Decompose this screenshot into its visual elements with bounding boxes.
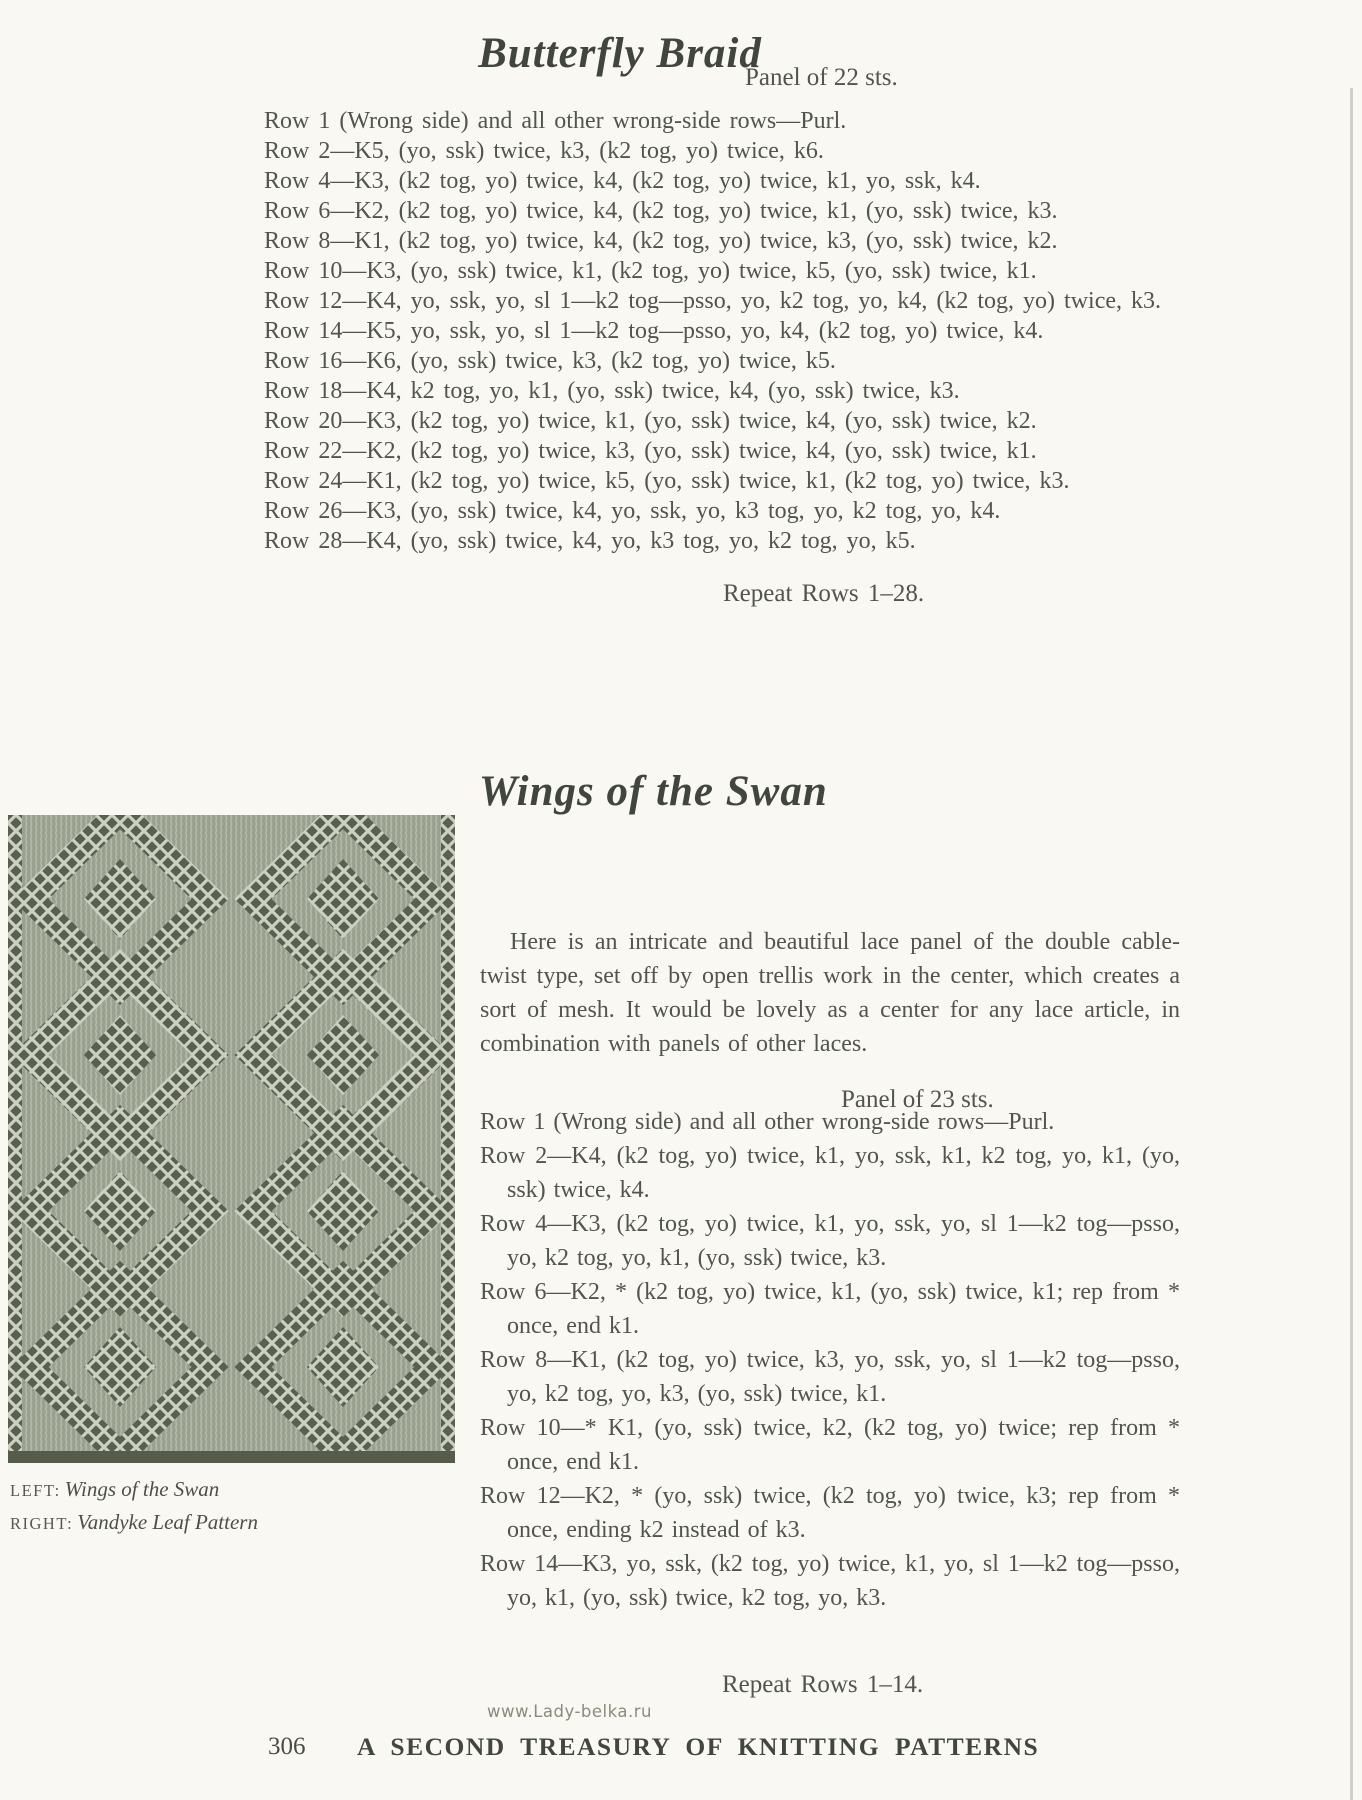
pattern-row: Row 2—K4, (k2 tog, yo) twice, k1, yo, ssk, k1, k2 tog, yo, k1, (yo, ssk) twice, k4. xyxy=(480,1143,1180,1203)
caption-left-title: Wings of the Swan xyxy=(64,1477,220,1501)
pattern-row: Row 18—K4, k2 tog, yo, k1, (yo, ssk) twice, k4, (yo, ssk) twice, k3. xyxy=(264,378,960,404)
wings-of-swan-rows-list xyxy=(480,1105,1180,1615)
pattern-row: Row 1 (Wrong side) and all other wrong-side rows—Purl. xyxy=(264,108,847,134)
caption-line-left xyxy=(10,1474,258,1507)
butterfly-braid-title: Butterfly Braid xyxy=(478,29,762,77)
pattern-row: Row 14—K5, yo, ssk, yo, sl 1—k2 tog—psso, yo, k4, (k2 tog, yo) twice, k4. xyxy=(264,318,1044,344)
pattern-row: Row 4—K3, (k2 tog, yo) twice, k1, yo, ssk, yo, sl 1—k2 tog—psso, yo, k2 tog, yo, k1, (yo, ssk) twice, k3. xyxy=(480,1211,1180,1271)
page-edge-line xyxy=(1350,88,1353,1800)
lace-swatch-photo xyxy=(8,815,455,1463)
pattern-row: Row 4—K3, (k2 tog, yo) twice, k4, (k2 tog, yo) twice, k1, yo, ssk, k4. xyxy=(264,168,981,194)
pattern-row: Row 14—K3, yo, ssk, (k2 tog, yo) twice, k1, yo, sl 1—k2 tog—psso, yo, k1, (yo, ssk) twice, k2 tog, yo, k3. xyxy=(480,1551,1180,1611)
pattern-row: Row 16—K6, (yo, ssk) twice, k3, (k2 tog, yo) twice, k5. xyxy=(264,348,836,374)
pattern-row: Row 6—K2, (k2 tog, yo) twice, k4, (k2 tog, yo) twice, k1, (yo, ssk) twice, k3. xyxy=(264,198,1058,224)
pattern-row: Row 10—* K1, (yo, ssk) twice, k2, (k2 tog, yo) twice; rep from * once, end k1. xyxy=(480,1415,1180,1475)
pattern-row: Row 22—K2, (k2 tog, yo) twice, k3, (yo, ssk) twice, k4, (yo, ssk) twice, k1. xyxy=(264,438,1037,464)
pattern-row: Row 24—K1, (k2 tog, yo) twice, k5, (yo, ssk) twice, k1, (k2 tog, yo) twice, k3. xyxy=(264,468,1070,494)
book-title-footer: A SECOND TREASURY OF KNITTING PATTERNS xyxy=(357,1732,1040,1761)
pattern-row: Row 12—K2, * (yo, ssk) twice, (k2 tog, yo) twice, k3; rep from * once, ending k2 instead of k3. xyxy=(480,1483,1180,1543)
pattern-row: Row 2—K5, (yo, ssk) twice, k3, (k2 tog, yo) twice, k6. xyxy=(264,138,824,164)
photo-caption xyxy=(10,1474,258,1540)
caption-right-title: Vandyke Leaf Pattern xyxy=(77,1510,258,1534)
pattern-row: Row 20—K3, (k2 tog, yo) twice, k1, (yo, ssk) twice, k4, (yo, ssk) twice, k2. xyxy=(264,408,1037,434)
butterfly-rows-list xyxy=(264,106,1161,556)
pattern-row: Row 8—K1, (k2 tog, yo) twice, k3, yo, ssk, yo, sl 1—k2 tog—psso, yo, k2 tog, yo, k3, (yo, ssk) twice, k1. xyxy=(480,1347,1180,1407)
butterfly-panel-note: Panel of 22 sts. xyxy=(745,64,898,91)
wings-of-swan-title: Wings of the Swan xyxy=(479,767,828,815)
pattern-row: Row 8—K1, (k2 tog, yo) twice, k4, (k2 tog, yo) twice, k3, (yo, ssk) twice, k2. xyxy=(264,228,1058,254)
pattern-row: Row 10—K3, (yo, ssk) twice, k1, (k2 tog, yo) twice, k5, (yo, ssk) twice, k1. xyxy=(264,258,1037,284)
wings-of-swan-panel-note: Panel of 23 sts. xyxy=(841,1086,994,1113)
pattern-row: Row 6—K2, * (k2 tog, yo) twice, k1, (yo, ssk) twice, k1; rep from * once, end k1. xyxy=(480,1279,1180,1339)
caption-right-label: RIGHT: xyxy=(10,1514,74,1533)
wings-of-swan-column xyxy=(480,925,1180,1615)
pattern-row: Row 1 (Wrong side) and all other wrong-side rows—Purl. xyxy=(480,1109,1055,1135)
wings-of-swan-intro: Here is an intricate and beautiful lace panel of the double cable-twist type, set off by open trellis work in the center, which creates a sort of mesh. It would be lovely as a center for any lace article, in combination with panels of other laces. xyxy=(480,929,1180,1057)
pattern-row: Row 12—K4, yo, ssk, yo, sl 1—k2 tog—psso, yo, k2 tog, yo, k4, (k2 tog, yo) twice, k3. xyxy=(264,288,1161,314)
wings-of-swan-repeat-note: Repeat Rows 1–14. xyxy=(722,1671,924,1698)
page-number: 306 xyxy=(268,1733,306,1760)
watermark-text: www.Lady-belka.ru xyxy=(487,1702,652,1721)
caption-left-label: LEFT: xyxy=(10,1481,61,1500)
butterfly-repeat-note: Repeat Rows 1–28. xyxy=(723,580,925,607)
caption-line-right xyxy=(10,1507,258,1540)
pattern-row: Row 26—K3, (yo, ssk) twice, k4, yo, ssk, yo, k3 tog, yo, k2 tog, yo, k4. xyxy=(264,498,1001,524)
pattern-row: Row 28—K4, (yo, ssk) twice, k4, yo, k3 tog, yo, k2 tog, yo, k5. xyxy=(264,528,916,554)
